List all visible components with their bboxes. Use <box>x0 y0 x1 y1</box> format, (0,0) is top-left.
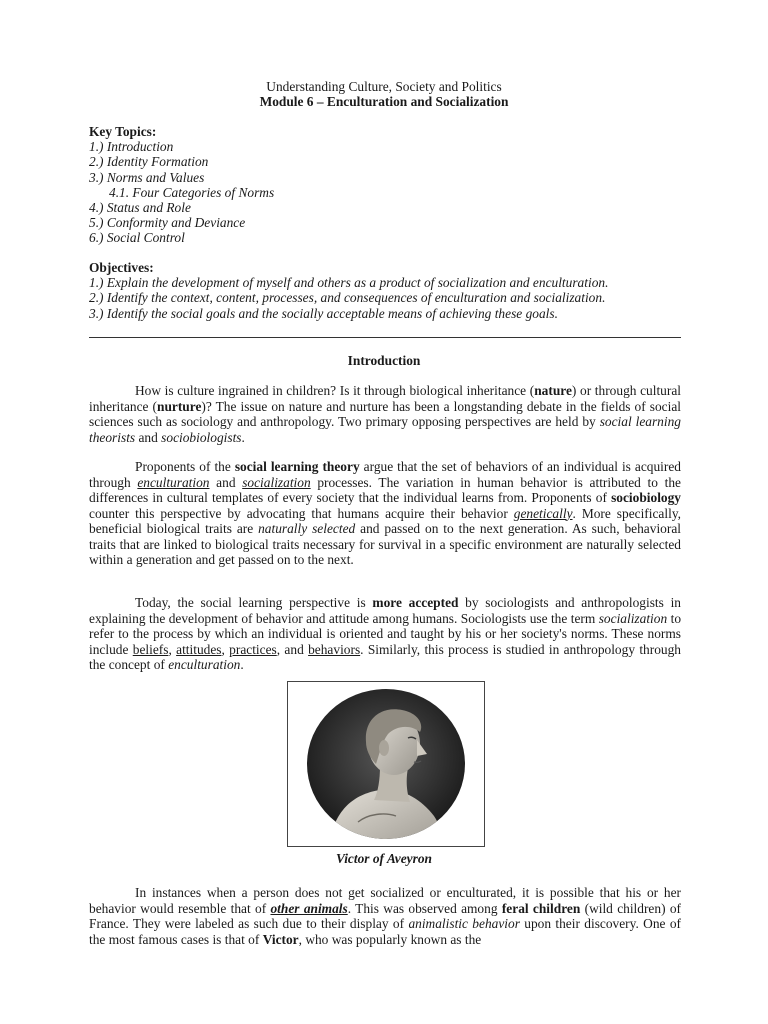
section-divider <box>89 337 681 338</box>
paragraph-socialization: Today, the social learning perspective is more accepted by sociologists and anthropologists in explaining the development of behavior and attitude among humans. Sociologists use the term socialization to refer to the process by which an individual is oriented and taught by his or her society's norms. These norms include beliefs, attitudes, practices, and behaviors. Similarly, this process is studied in anthropology through the concept of enculturation. <box>89 595 682 672</box>
topic-item: 3.) Norms and Values <box>89 169 205 185</box>
course-title: Understanding Culture, Society and Politics <box>266 79 502 94</box>
objective-item: 2.) Identify the context, content, processes, and consequences of enculturation and socialization. <box>89 290 606 306</box>
topic-item: 6.) Social Control <box>89 230 185 246</box>
section-title: Introduction <box>347 353 421 368</box>
objectives-label: Objectives: <box>89 260 154 275</box>
topic-item: 5.) Conformity and Deviance <box>89 215 246 231</box>
paragraph-social-learning: Proponents of the social learning theory argue that the set of behaviors of an individual is acquired through enculturation and socialization processes. The variation in human behavior is attributed to the differences in cultural templates of every society that the individual learns from. Proponents of sociobiology counter this perspective by advocating that humans acquire their behavior genetically. More specifically, beneficial biological traits are naturally selected and passed on to the next generation. As such, behavioral traits that are linked to biological traits necessary for survival in a specific environment are naturally selected within a generation and get passed on to the next. <box>89 459 681 567</box>
key-topics-label: Key Topics: <box>89 124 157 139</box>
paragraph-nature-nurture: How is culture ingrained in children? Is it through biological inheritance (nature) or through cultural inheritance (nurture)? The issue on nature and nurture has been a longstanding debate in the fields of social sciences such as sociology and anthropology. Two primary opposing perspectives are held by social learning theorists and sociobiologists. <box>89 383 681 445</box>
key-topics <box>89 124 681 246</box>
paragraph-feral-children: In instances when a person does not get socialized or enculturated, it is possible that his or her behavior would resemble that of other animals. This was observed among feral children (wild children) of France. They were labeled as such due to their display of animalistic behavior upon their discovery. One of the most famous cases is that of Victor, who was popularly known as the <box>89 885 681 947</box>
objective-item: 3.) Identify the social goals and the socially acceptable means of achieving these goals. <box>89 305 558 321</box>
topic-subitem: 4.1. Four Categories of Norms <box>109 184 275 200</box>
objective-item: 1.) Explain the development of myself and others as a product of socialization and enculturation. <box>89 275 609 291</box>
module-title: Module 6 – Enculturation and Socialization <box>259 94 509 109</box>
figure-caption: Victor of Aveyron <box>336 851 432 866</box>
objectives <box>89 260 681 321</box>
topic-item: 1.) Introduction <box>89 139 174 155</box>
topic-item: 2.) Identity Formation <box>89 154 209 170</box>
victor-portrait-image <box>287 681 485 847</box>
topic-item: 4.) Status and Role <box>89 200 191 216</box>
portrait-engraving <box>288 682 484 846</box>
